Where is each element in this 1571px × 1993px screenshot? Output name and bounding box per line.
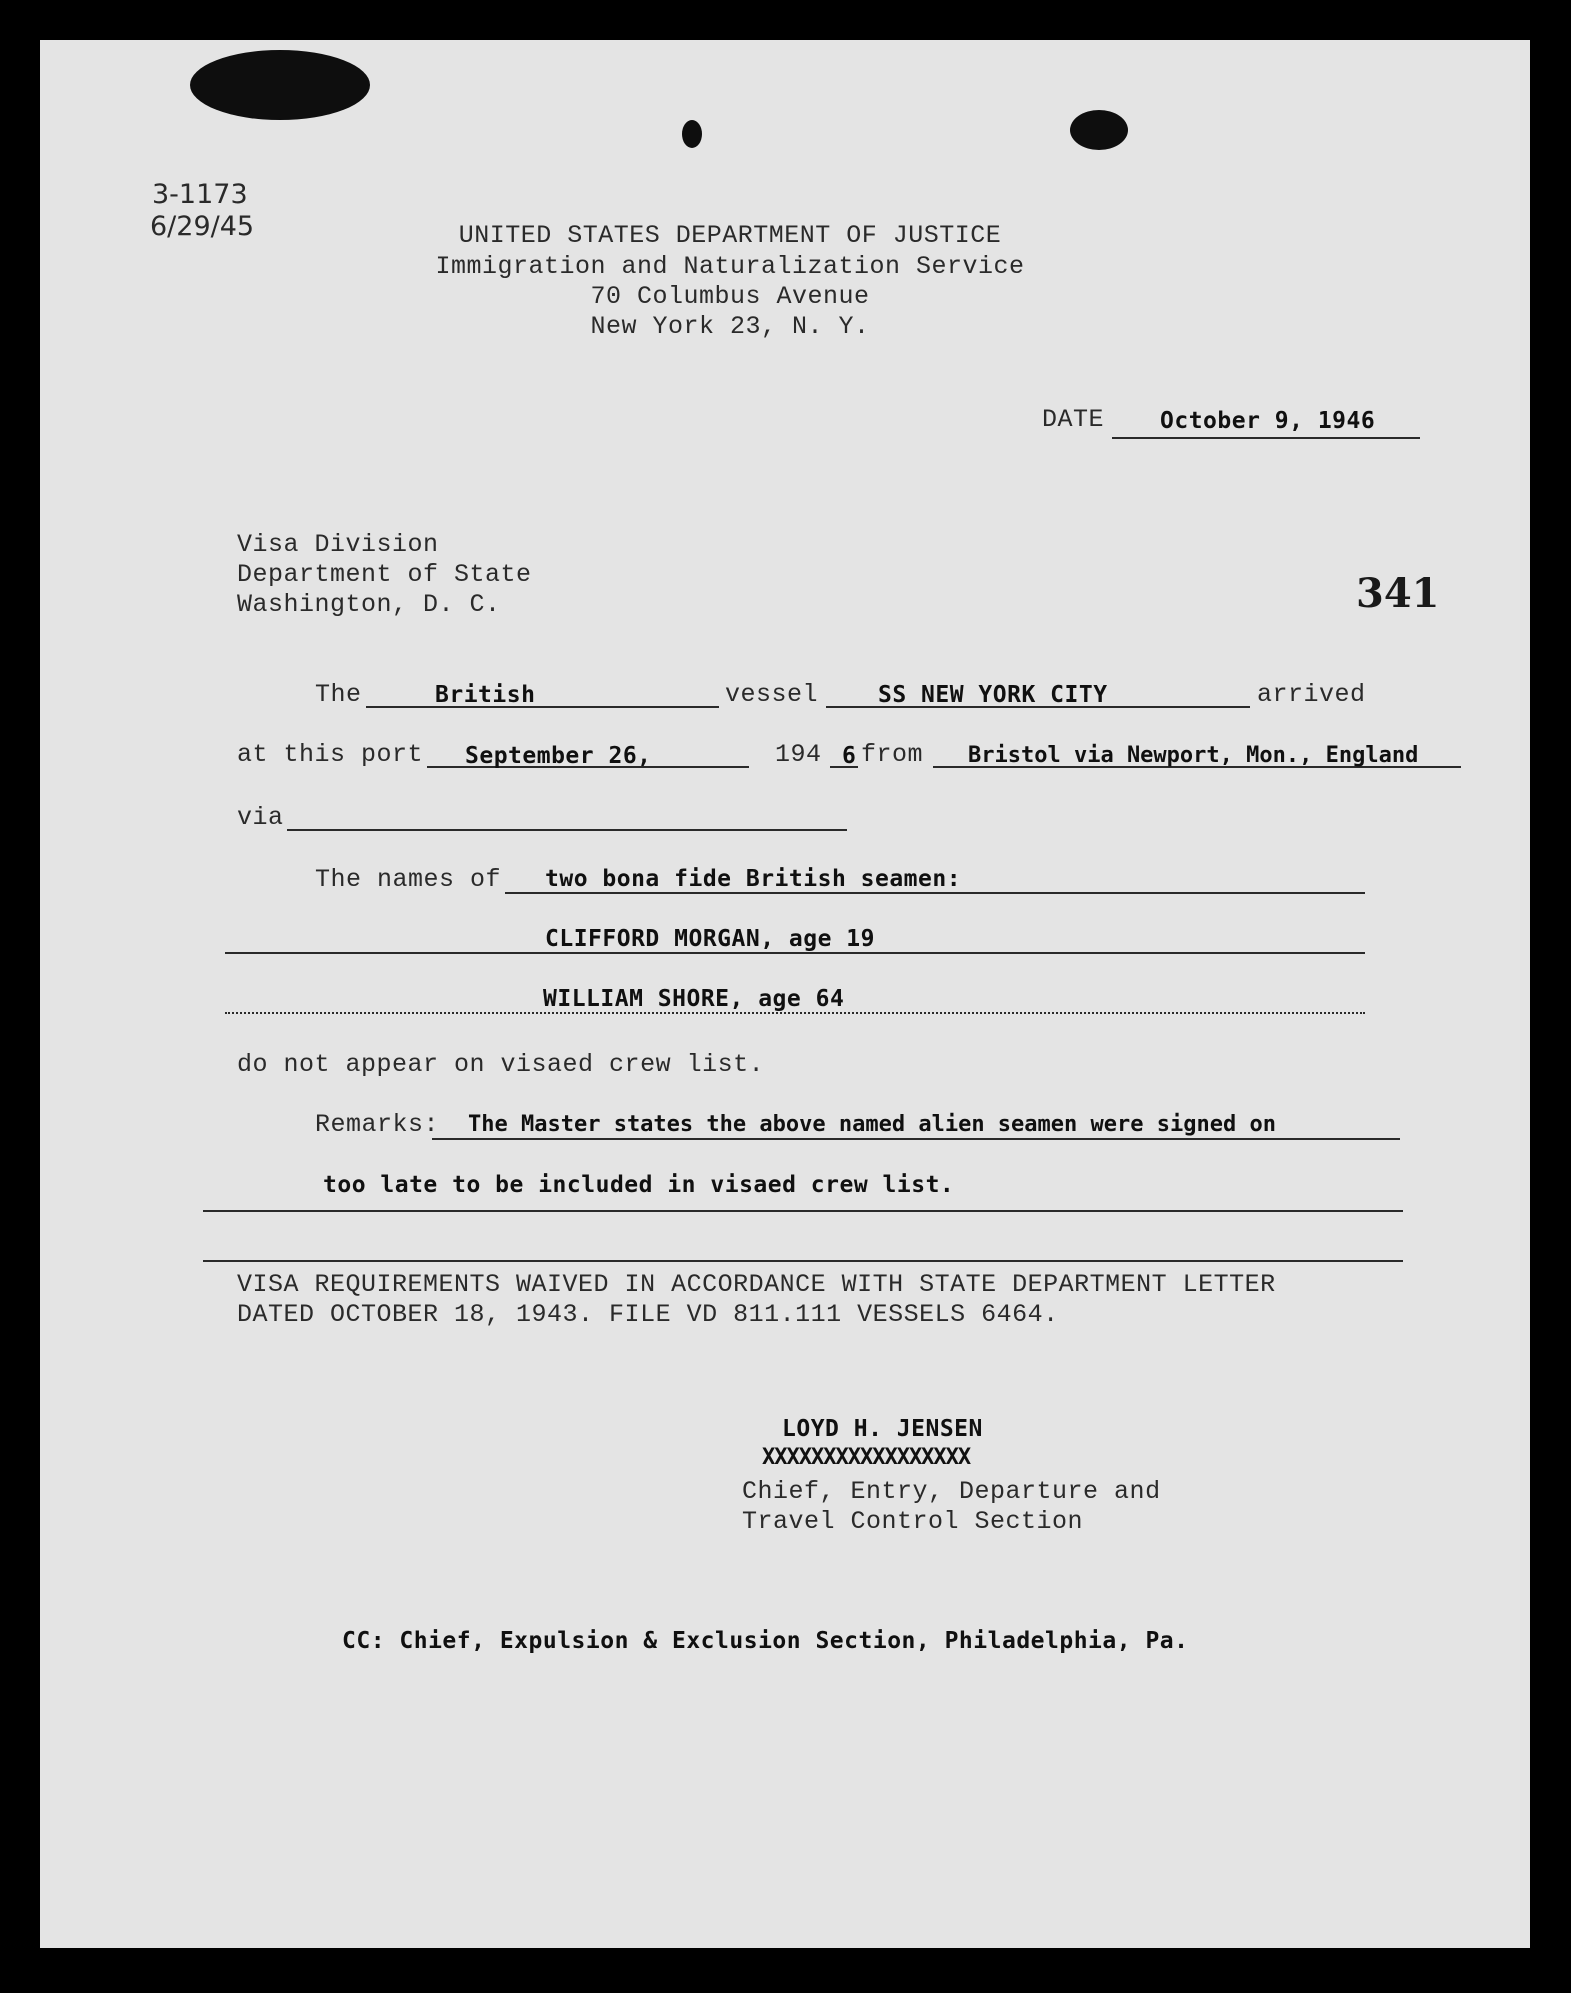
remarks-underline (432, 1138, 1400, 1140)
document-number: 341 (1356, 570, 1440, 617)
date-label: DATE (1042, 405, 1105, 434)
arrived-label: arrived (1257, 680, 1366, 709)
remarks-label: Remarks: (315, 1110, 440, 1139)
remarks-line-2: too late to be included in visaed crew list. (323, 1172, 955, 1198)
document-page (40, 40, 1530, 1948)
the-label: The (315, 680, 362, 709)
arrival-date-value: September 26, (465, 743, 652, 769)
remarks-underline (203, 1210, 1403, 1212)
handwritten-date: 6/29/45 (150, 211, 255, 242)
year-digit: 6 (842, 743, 857, 769)
handwritten-file-code: 3-1173 (152, 179, 248, 210)
year-prefix: 194 (775, 740, 822, 769)
nationality-value: British (435, 682, 536, 708)
port-label: at this port (237, 740, 424, 769)
seaman-underline (225, 1012, 1365, 1014)
signatory-title: Chief, Entry, Departure and (742, 1477, 1161, 1506)
seaman-entry: CLIFFORD MORGAN, age 19 (545, 926, 875, 952)
letterhead-service: Immigration and Naturalization Service (435, 252, 1025, 281)
vessel-name: SS NEW YORK CITY (878, 682, 1108, 708)
ink-blot (190, 50, 370, 120)
vessel-label: vessel (725, 680, 819, 709)
addressee-department: Department of State (237, 560, 532, 589)
letterhead-street: 70 Columbus Avenue (590, 282, 870, 311)
waiver-reference: DATED OCTOBER 18, 1943. FILE VD 811.111 VESSELS 6464. (237, 1300, 1059, 1329)
addressee-division: Visa Division (237, 530, 439, 559)
ink-blot (1070, 110, 1128, 150)
date-value: October 9, 1946 (1160, 408, 1376, 434)
signatory-name: LOYD H. JENSEN (782, 1416, 983, 1442)
names-value: two bona fide British seamen: (545, 866, 962, 892)
from-value: Bristol via Newport, Mon., England (968, 743, 1419, 768)
remarks-underline (203, 1260, 1403, 1262)
names-label: The names of (315, 865, 502, 894)
from-label: from (861, 740, 924, 769)
cc-line: CC: Chief, Expulsion & Exclusion Section, Philadelphia, Pa. (342, 1628, 1189, 1654)
letterhead-city: New York 23, N. Y. (590, 312, 870, 341)
names-underline (505, 892, 1365, 894)
date-underline (1112, 437, 1420, 439)
letterhead-department: UNITED STATES DEPARTMENT OF JUSTICE (458, 221, 1002, 250)
nationality-underline (366, 706, 719, 708)
signatory-section: Travel Control Section (742, 1507, 1084, 1536)
remarks-line-1: The Master states the above named alien seamen were signed on (468, 1112, 1276, 1137)
struck-out-text: XXXXXXXXXXXXXXXXX (762, 1445, 971, 1470)
via-label: via (237, 803, 284, 832)
addressee-city: Washington, D. C. (237, 590, 501, 619)
seaman-underline (225, 952, 1365, 954)
ink-blot (682, 120, 702, 148)
crew-list-statement: do not appear on visaed crew list. (237, 1050, 765, 1079)
via-underline (287, 829, 847, 831)
seaman-entry: WILLIAM SHORE, age 64 (543, 986, 845, 1012)
waiver-statement: VISA REQUIREMENTS WAIVED IN ACCORDANCE WITH STATE DEPARTMENT LETTER (237, 1270, 1276, 1299)
